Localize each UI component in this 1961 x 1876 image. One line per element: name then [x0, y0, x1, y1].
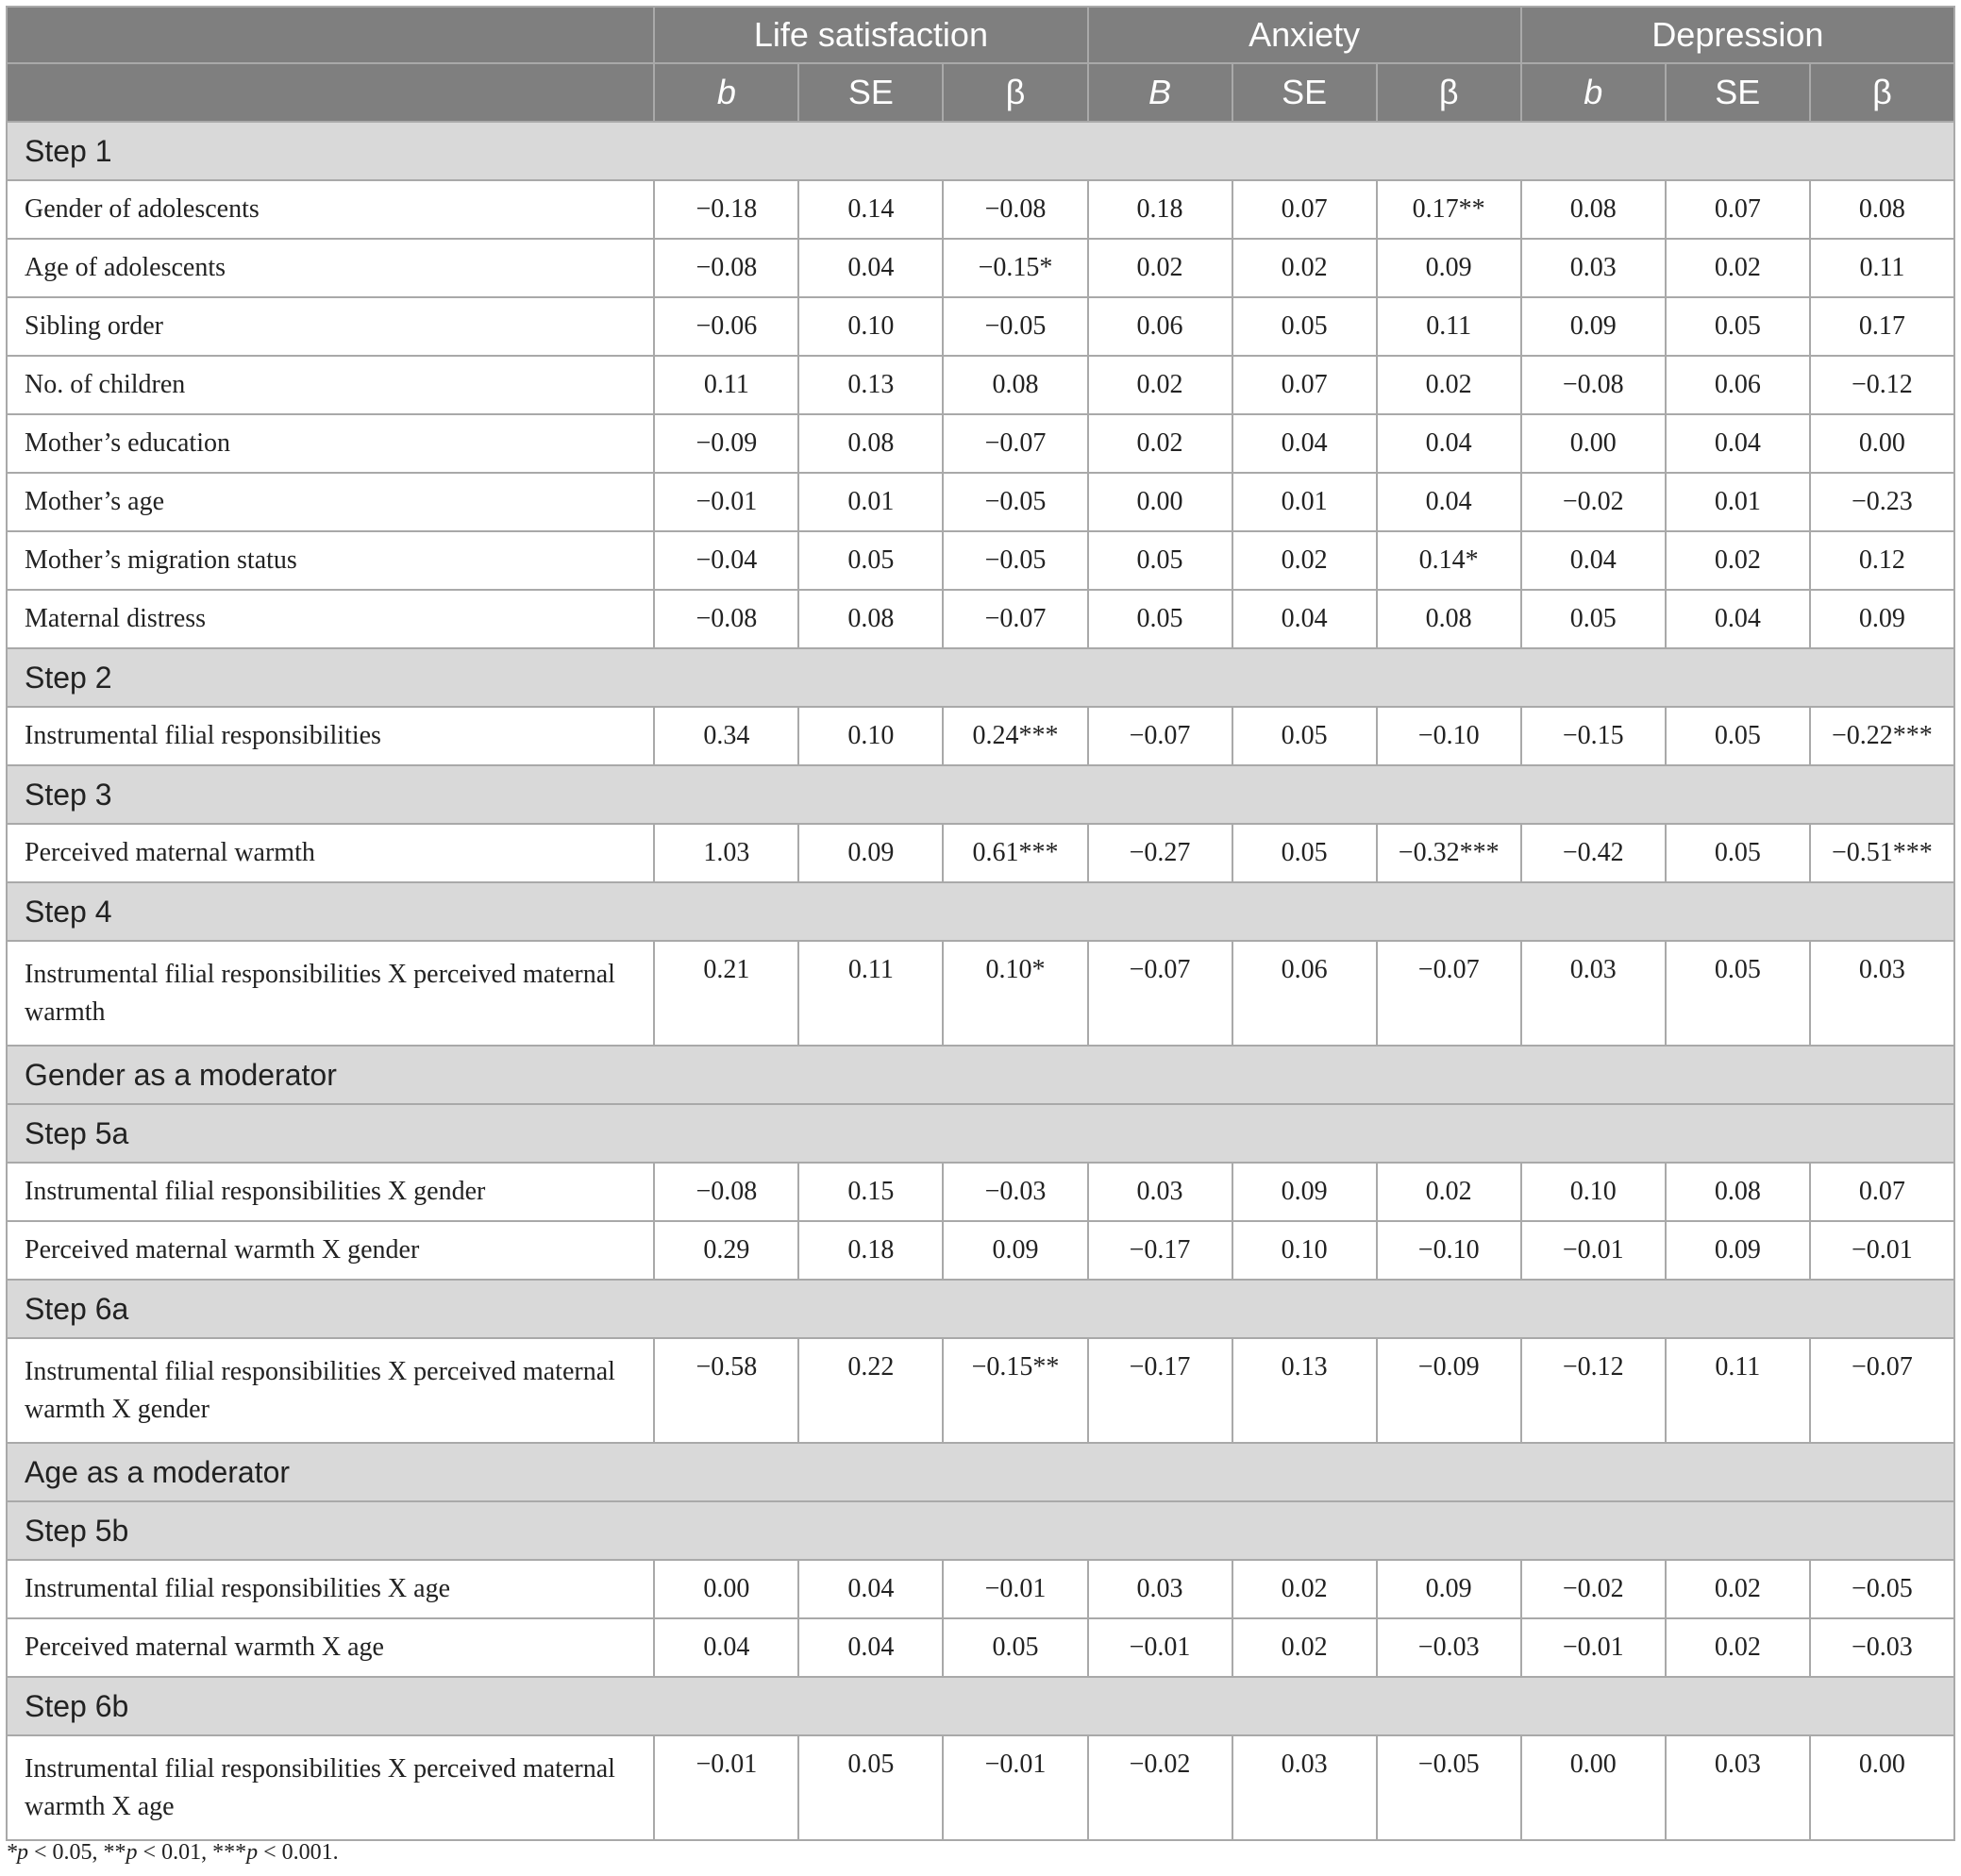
value-cell: 0.14*: [1377, 531, 1521, 590]
value-cell: −0.01: [943, 1560, 1087, 1618]
row-label: Gender of adolescents: [7, 180, 654, 239]
row-label: Instrumental filial responsibilities X perceived maternal warmth X age: [7, 1735, 654, 1840]
value-cell: 0.03: [1521, 941, 1666, 1046]
subcol-header: β: [1810, 63, 1954, 122]
value-cell: −0.03: [1377, 1618, 1521, 1677]
table-row: [7, 473, 1954, 531]
value-cell: 0.02: [1666, 531, 1810, 590]
value-cell: 0.02: [1232, 1618, 1377, 1677]
value-cell: 0.05: [1521, 590, 1666, 648]
value-cell: −0.10: [1377, 1221, 1521, 1280]
subcol-header: b: [654, 63, 798, 122]
value-cell: −0.01: [1088, 1618, 1232, 1677]
value-cell: −0.12: [1521, 1338, 1666, 1443]
value-cell: 0.08: [1666, 1163, 1810, 1221]
value-cell: 0.04: [798, 1618, 943, 1677]
row-label: Instrumental filial responsibilities: [7, 707, 654, 765]
table-row: [7, 414, 1954, 473]
section-title: Step 6a: [7, 1280, 1954, 1338]
value-cell: 0.07: [1666, 180, 1810, 239]
value-cell: −0.01: [1810, 1221, 1954, 1280]
value-cell: 0.04: [1232, 590, 1377, 648]
value-cell: −0.01: [943, 1735, 1087, 1840]
value-cell: 0.04: [798, 1560, 943, 1618]
value-cell: 0.02: [1666, 1560, 1810, 1618]
value-cell: −0.02: [1088, 1735, 1232, 1840]
value-cell: −0.09: [1377, 1338, 1521, 1443]
row-label: Instrumental filial responsibilities X age: [7, 1560, 654, 1618]
section-header-row: [7, 882, 1954, 941]
value-cell: 0.11: [1810, 239, 1954, 297]
value-cell: 0.08: [798, 414, 943, 473]
row-label: Perceived maternal warmth X age: [7, 1618, 654, 1677]
value-cell: 0.05: [1666, 707, 1810, 765]
corner-cell: [7, 63, 654, 122]
value-cell: −0.32***: [1377, 824, 1521, 882]
value-cell: 0.02: [1666, 1618, 1810, 1677]
value-cell: 0.02: [1088, 414, 1232, 473]
value-cell: 0.02: [1377, 356, 1521, 414]
table-row: [7, 590, 1954, 648]
subcol-header: SE: [1232, 63, 1377, 122]
value-cell: −0.05: [943, 473, 1087, 531]
value-cell: 0.09: [798, 824, 943, 882]
table-row: [7, 1338, 1954, 1443]
section-header-row: [7, 1046, 1954, 1104]
value-cell: 0.09: [1377, 1560, 1521, 1618]
corner-cell: [7, 7, 654, 63]
table-row: [7, 1163, 1954, 1221]
value-cell: 0.14: [798, 180, 943, 239]
table-row: [7, 180, 1954, 239]
value-cell: 0.01: [1666, 473, 1810, 531]
value-cell: −0.08: [654, 590, 798, 648]
section-title: Step 3: [7, 765, 1954, 824]
regression-table: [6, 6, 1955, 1841]
value-cell: 0.07: [1810, 1163, 1954, 1221]
value-cell: 0.09: [1666, 1221, 1810, 1280]
value-cell: −0.06: [654, 297, 798, 356]
value-cell: 0.05: [1666, 297, 1810, 356]
value-cell: 0.05: [798, 531, 943, 590]
value-cell: −0.17: [1088, 1338, 1232, 1443]
value-cell: 0.24***: [943, 707, 1087, 765]
value-cell: 0.09: [1810, 590, 1954, 648]
value-cell: 0.09: [943, 1221, 1087, 1280]
value-cell: 0.15: [798, 1163, 943, 1221]
value-cell: 0.00: [1810, 1735, 1954, 1840]
value-cell: −0.18: [654, 180, 798, 239]
row-label: Instrumental filial responsibilities X gender: [7, 1163, 654, 1221]
value-cell: 0.08: [943, 356, 1087, 414]
value-cell: 0.10: [798, 297, 943, 356]
value-cell: 0.11: [1377, 297, 1521, 356]
group-header-life-satisfaction: Life satisfaction: [654, 7, 1087, 63]
value-cell: 0.05: [1088, 531, 1232, 590]
value-cell: −0.12: [1810, 356, 1954, 414]
value-cell: −0.05: [943, 531, 1087, 590]
value-cell: 0.11: [654, 356, 798, 414]
value-cell: −0.07: [943, 590, 1087, 648]
value-cell: 0.00: [1088, 473, 1232, 531]
table-header: [7, 7, 1954, 122]
value-cell: −0.01: [1521, 1618, 1666, 1677]
value-cell: −0.15*: [943, 239, 1087, 297]
value-cell: 0.05: [943, 1618, 1087, 1677]
value-cell: 0.09: [1521, 297, 1666, 356]
section-title: Step 5a: [7, 1104, 1954, 1163]
footnote: *p < 0.05, **p < 0.01, ***p < 0.001.: [6, 1840, 339, 1865]
row-label: Maternal distress: [7, 590, 654, 648]
value-cell: −0.22***: [1810, 707, 1954, 765]
value-cell: 0.05: [1232, 824, 1377, 882]
value-cell: −0.10: [1377, 707, 1521, 765]
value-cell: −0.03: [1810, 1618, 1954, 1677]
value-cell: 0.07: [1232, 356, 1377, 414]
section-header-row: [7, 1104, 1954, 1163]
value-cell: −0.07: [1088, 707, 1232, 765]
table-row: [7, 1735, 1954, 1840]
value-cell: 0.10*: [943, 941, 1087, 1046]
value-cell: 0.07: [1232, 180, 1377, 239]
row-label: Sibling order: [7, 297, 654, 356]
value-cell: −0.09: [654, 414, 798, 473]
value-cell: −0.01: [654, 1735, 798, 1840]
section-title: Step 5b: [7, 1501, 1954, 1560]
value-cell: 0.03: [1232, 1735, 1377, 1840]
value-cell: −0.08: [1521, 356, 1666, 414]
section-header-row: [7, 1677, 1954, 1735]
subcol-header: β: [1377, 63, 1521, 122]
value-cell: −0.07: [943, 414, 1087, 473]
value-cell: 0.04: [654, 1618, 798, 1677]
value-cell: −0.07: [1088, 941, 1232, 1046]
value-cell: 0.08: [1521, 180, 1666, 239]
value-cell: 0.03: [1088, 1163, 1232, 1221]
value-cell: 0.03: [1521, 239, 1666, 297]
value-cell: 0.03: [1666, 1735, 1810, 1840]
value-cell: 0.11: [798, 941, 943, 1046]
value-cell: −0.23: [1810, 473, 1954, 531]
section-title: Step 6b: [7, 1677, 1954, 1735]
value-cell: −0.08: [654, 1163, 798, 1221]
value-cell: 0.02: [1666, 239, 1810, 297]
value-cell: 0.02: [1377, 1163, 1521, 1221]
value-cell: 0.12: [1810, 531, 1954, 590]
subcol-header: SE: [1666, 63, 1810, 122]
row-label: Age of adolescents: [7, 239, 654, 297]
section-title: Gender as a moderator: [7, 1046, 1954, 1104]
value-cell: 0.05: [1232, 707, 1377, 765]
group-header-depression: Depression: [1521, 7, 1954, 63]
table-body: [7, 122, 1954, 1840]
value-cell: 0.34: [654, 707, 798, 765]
value-cell: 0.18: [1088, 180, 1232, 239]
value-cell: 0.06: [1232, 941, 1377, 1046]
value-cell: 0.10: [1521, 1163, 1666, 1221]
value-cell: 0.06: [1088, 297, 1232, 356]
value-cell: 0.02: [1232, 1560, 1377, 1618]
value-cell: −0.02: [1521, 1560, 1666, 1618]
value-cell: 0.09: [1232, 1163, 1377, 1221]
value-cell: 0.17**: [1377, 180, 1521, 239]
value-cell: −0.42: [1521, 824, 1666, 882]
value-cell: −0.58: [654, 1338, 798, 1443]
value-cell: 0.11: [1666, 1338, 1810, 1443]
value-cell: −0.01: [654, 473, 798, 531]
section-header-row: [7, 765, 1954, 824]
value-cell: 0.02: [1232, 531, 1377, 590]
value-cell: 0.03: [1810, 941, 1954, 1046]
value-cell: 0.02: [1088, 239, 1232, 297]
table-row: [7, 297, 1954, 356]
value-cell: 0.61***: [943, 824, 1087, 882]
section-header-row: [7, 1443, 1954, 1501]
value-cell: 0.04: [1666, 590, 1810, 648]
table-row: [7, 239, 1954, 297]
table-row: [7, 356, 1954, 414]
section-title: Step 4: [7, 882, 1954, 941]
value-cell: −0.07: [1377, 941, 1521, 1046]
value-cell: 0.04: [798, 239, 943, 297]
value-cell: 0.13: [1232, 1338, 1377, 1443]
value-cell: −0.15**: [943, 1338, 1087, 1443]
section-title: Age as a moderator: [7, 1443, 1954, 1501]
value-cell: 0.29: [654, 1221, 798, 1280]
table-row: [7, 531, 1954, 590]
subcol-header: β: [943, 63, 1087, 122]
value-cell: 0.01: [798, 473, 943, 531]
value-cell: 0.22: [798, 1338, 943, 1443]
row-label: Instrumental filial responsibilities X perceived maternal warmth: [7, 941, 654, 1046]
value-cell: 0.03: [1088, 1560, 1232, 1618]
value-cell: 0.05: [798, 1735, 943, 1840]
section-header-row: [7, 1501, 1954, 1560]
value-cell: −0.01: [1521, 1221, 1666, 1280]
section-title: Step 1: [7, 122, 1954, 180]
value-cell: −0.08: [654, 239, 798, 297]
table-row: [7, 707, 1954, 765]
row-label: Perceived maternal warmth: [7, 824, 654, 882]
value-cell: 0.05: [1088, 590, 1232, 648]
value-cell: 0.04: [1377, 473, 1521, 531]
value-cell: 0.00: [1521, 1735, 1666, 1840]
value-cell: 0.04: [1377, 414, 1521, 473]
value-cell: −0.05: [1377, 1735, 1521, 1840]
value-cell: 0.05: [1666, 824, 1810, 882]
value-cell: 0.08: [1810, 180, 1954, 239]
value-cell: −0.07: [1810, 1338, 1954, 1443]
value-cell: −0.15: [1521, 707, 1666, 765]
table-row: [7, 1560, 1954, 1618]
subcol-header: b: [1521, 63, 1666, 122]
value-cell: 0.00: [1810, 414, 1954, 473]
value-cell: 1.03: [654, 824, 798, 882]
group-header-anxiety: Anxiety: [1088, 7, 1521, 63]
value-cell: −0.51***: [1810, 824, 1954, 882]
row-label: Mother’s migration status: [7, 531, 654, 590]
value-cell: 0.04: [1521, 531, 1666, 590]
value-cell: 0.01: [1232, 473, 1377, 531]
value-cell: 0.13: [798, 356, 943, 414]
value-cell: −0.05: [943, 297, 1087, 356]
value-cell: 0.08: [1377, 590, 1521, 648]
value-cell: 0.09: [1377, 239, 1521, 297]
value-cell: 0.00: [1521, 414, 1666, 473]
row-label: Mother’s education: [7, 414, 654, 473]
row-label: Instrumental filial responsibilities X perceived maternal warmth X gender: [7, 1338, 654, 1443]
value-cell: −0.05: [1810, 1560, 1954, 1618]
row-label: Perceived maternal warmth X gender: [7, 1221, 654, 1280]
value-cell: 0.04: [1666, 414, 1810, 473]
value-cell: 0.05: [1232, 297, 1377, 356]
value-cell: 0.02: [1232, 239, 1377, 297]
value-cell: 0.08: [798, 590, 943, 648]
value-cell: 0.00: [654, 1560, 798, 1618]
section-header-row: [7, 122, 1954, 180]
table-row: [7, 1221, 1954, 1280]
value-cell: −0.03: [943, 1163, 1087, 1221]
table-row: [7, 1618, 1954, 1677]
section-title: Step 2: [7, 648, 1954, 707]
value-cell: 0.21: [654, 941, 798, 1046]
value-cell: 0.05: [1666, 941, 1810, 1046]
value-cell: 0.04: [1232, 414, 1377, 473]
value-cell: 0.06: [1666, 356, 1810, 414]
section-header-row: [7, 648, 1954, 707]
value-cell: −0.02: [1521, 473, 1666, 531]
table-row: [7, 824, 1954, 882]
value-cell: 0.17: [1810, 297, 1954, 356]
value-cell: −0.17: [1088, 1221, 1232, 1280]
value-cell: −0.27: [1088, 824, 1232, 882]
subcol-header: SE: [798, 63, 943, 122]
row-label: Mother’s age: [7, 473, 654, 531]
table-row: [7, 941, 1954, 1046]
subcol-header: B: [1088, 63, 1232, 122]
value-cell: 0.02: [1088, 356, 1232, 414]
section-header-row: [7, 1280, 1954, 1338]
value-cell: 0.18: [798, 1221, 943, 1280]
row-label: No. of children: [7, 356, 654, 414]
value-cell: 0.10: [1232, 1221, 1377, 1280]
value-cell: −0.08: [943, 180, 1087, 239]
value-cell: 0.10: [798, 707, 943, 765]
value-cell: −0.04: [654, 531, 798, 590]
